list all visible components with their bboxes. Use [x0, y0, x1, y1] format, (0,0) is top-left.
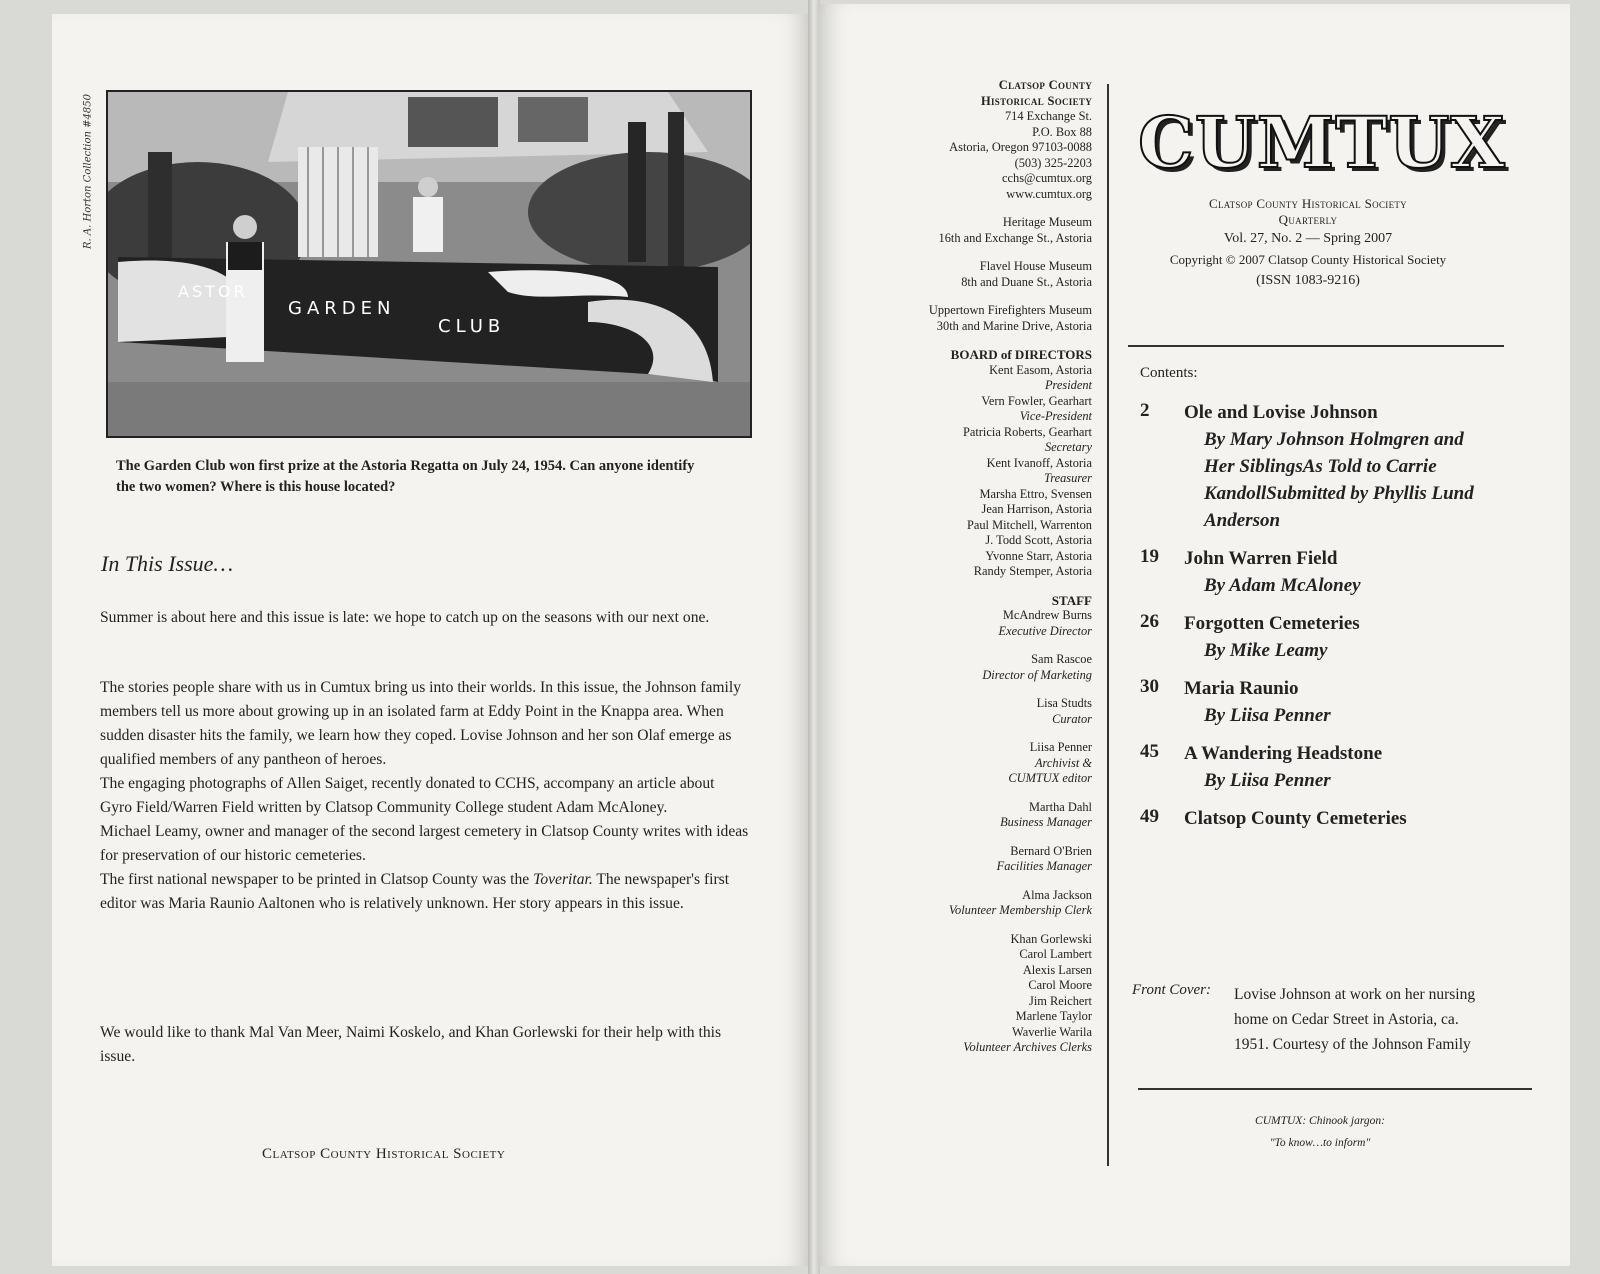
toc-entry[interactable]: 49 Clatsop County Cemeteries [1140, 806, 1407, 829]
summary-leamy: Michael Leamy, owner and manager of the second largest cemetery in Clatsop County writes with ideas for preservation of our historic cemeteries. [100, 823, 749, 864]
toc-entry[interactable]: 19 John Warren Field By Adam McAloney [1140, 546, 1361, 596]
intro-paragraph: Summer is about here and this issue is late: we hope to catch up on the seasons with our next one. [100, 609, 710, 626]
garden-club-photo [106, 90, 752, 438]
svg-text:GARDEN: GARDEN [288, 298, 396, 319]
staff-archivist: Liisa Penner Archivist & CUMTUX editor [1008, 740, 1092, 785]
staff-list: STAFF McAndrew Burns Executive Director [998, 592, 1092, 638]
staff-curator: Lisa Studts Curator [1036, 696, 1092, 726]
photo-credit: R. A. Horton Collection #4850 [82, 94, 94, 249]
toc-entry[interactable]: 2 Ole and Lovise Johnson By Mary Johnson Holmgren and Her SiblingsAs Told to Carrie KandollSubmitted by Phyllis Lund Anderson [1140, 400, 1474, 531]
museum-firefighters: Uppertown Firefighters Museum 30th and Marine Drive, Astoria [928, 303, 1092, 333]
board-of-directors: BOARD of DIRECTORS Kent Easom, Astoria President Vern Fowler, Gearhart Vice-President Patricia Roberts, Gearhart Secretary Kent Ivanoff, Astoria Treasurer Marsha Ettro, Svensen Jean Harrison, Astoria Paul Mitchell, Warrenton J. Todd Scott, Astoria Yvonne Starr, Astoria Randy Stemper, Astoria [950, 347, 1092, 578]
thanks-paragraph: We would like to thank Mal Van Meer, Naimi Koskelo, and Khan Gorlewski for their help with this issue. [100, 1024, 722, 1065]
toc-entry[interactable]: 30 Maria Raunio By Liisa Penner [1140, 676, 1331, 726]
staff-membership: Alma Jackson Volunteer Membership Clerk [948, 887, 1092, 917]
society-address: Clatsop County Historical Society 714 Exchange St. P.O. Box 88 Astoria, Oregon 97103-0088 (503) 325-2203 cchs@cumtux.org www.cumtux.org [949, 78, 1092, 201]
front-cover-description: Lovise Johnson at work on her nursing home on Cedar Street in Astoria, ca. 1951. Courtesy of the Johnson Family [1234, 986, 1476, 1053]
issue-summary-paragraph [100, 676, 750, 916]
in-this-issue-heading: In This Issue… [101, 551, 234, 576]
museum-flavel: Flavel House Museum 8th and Duane St., Astoria [961, 259, 1092, 289]
left-page-footer: Clatsop County Historical Society [262, 1146, 506, 1162]
photo-caption: The Garden Club won first prize at the Astoria Regatta on July 24, 1954. Can anyone identify the two women? Where is this house located? [116, 458, 695, 495]
toc-entry[interactable]: 45 A Wandering Headstone By Liisa Penner [1140, 741, 1383, 791]
museum-heritage: Heritage Museum 16th and Exchange St., Astoria [938, 215, 1092, 245]
table-of-contents [1140, 400, 1520, 844]
contents-rule [1128, 345, 1504, 347]
svg-text:CLUB: CLUB [438, 316, 506, 337]
staff-archives-clerks: Khan Gorlewski Carol Lambert Alexis Larsen Carol Moore Jim Reichert Marlene Taylor Waverlie Warila Volunteer Archives Clerks [963, 931, 1092, 1054]
publication-info: Clatsop County Historical Society Quarterly Vol. 27, No. 2 — Spring 2007 Copyright © 2007 Clatsop County Historical Society (ISSN 1083-9216) [1169, 196, 1447, 288]
magazine-title: CUMTUX [1138, 101, 1506, 184]
toc-entry[interactable]: 26 Forgotten Cemeteries By Mike Leamy [1140, 611, 1360, 661]
summary-saiget: The engaging photographs of Allen Saiget, recently donated to CCHS, accompany an article about Gyro Field/Warren Field written by Clatsop Community College student Adam McAloney. [100, 775, 715, 816]
summary-johnson: The stories people share with us in Cumtux bring us into their worlds. In this issue, the Johnson family members tell us more about growing up in an isolated farm at Eddy Point in the Knappa area. When sudden disaster hits the family, we learn how they coped. Lovise Johnson and her son Olaf emerge as qualified members of any pantheon of heroes. [100, 679, 742, 768]
summary-toveritar: The first national newspaper to be printed in Clatsop County was the Toveritar. The newspaper's first editor was Maria Raunio Aaltonen who is relatively unknown. Her story appears in this issue. [100, 871, 730, 912]
photo-illustration [108, 92, 750, 436]
front-cover-label: Front Cover: [1132, 982, 1212, 998]
staff-facilities: Bernard O'Brien Facilities Manager [996, 843, 1092, 873]
cumtux-definition: CUMTUX: Chinook jargon: "To know…to inform" [1255, 1115, 1385, 1149]
svg-text:ASTOR: ASTOR [178, 282, 248, 301]
column-divider [1107, 84, 1109, 1166]
staff-business: Martha Dahl Business Manager [1000, 799, 1092, 829]
staff-marketing: Sam Rascoe Director of Marketing [982, 652, 1092, 682]
contents-label: Contents: [1140, 365, 1198, 381]
footer-rule [1138, 1088, 1532, 1090]
masthead-column [852, 78, 1092, 1069]
